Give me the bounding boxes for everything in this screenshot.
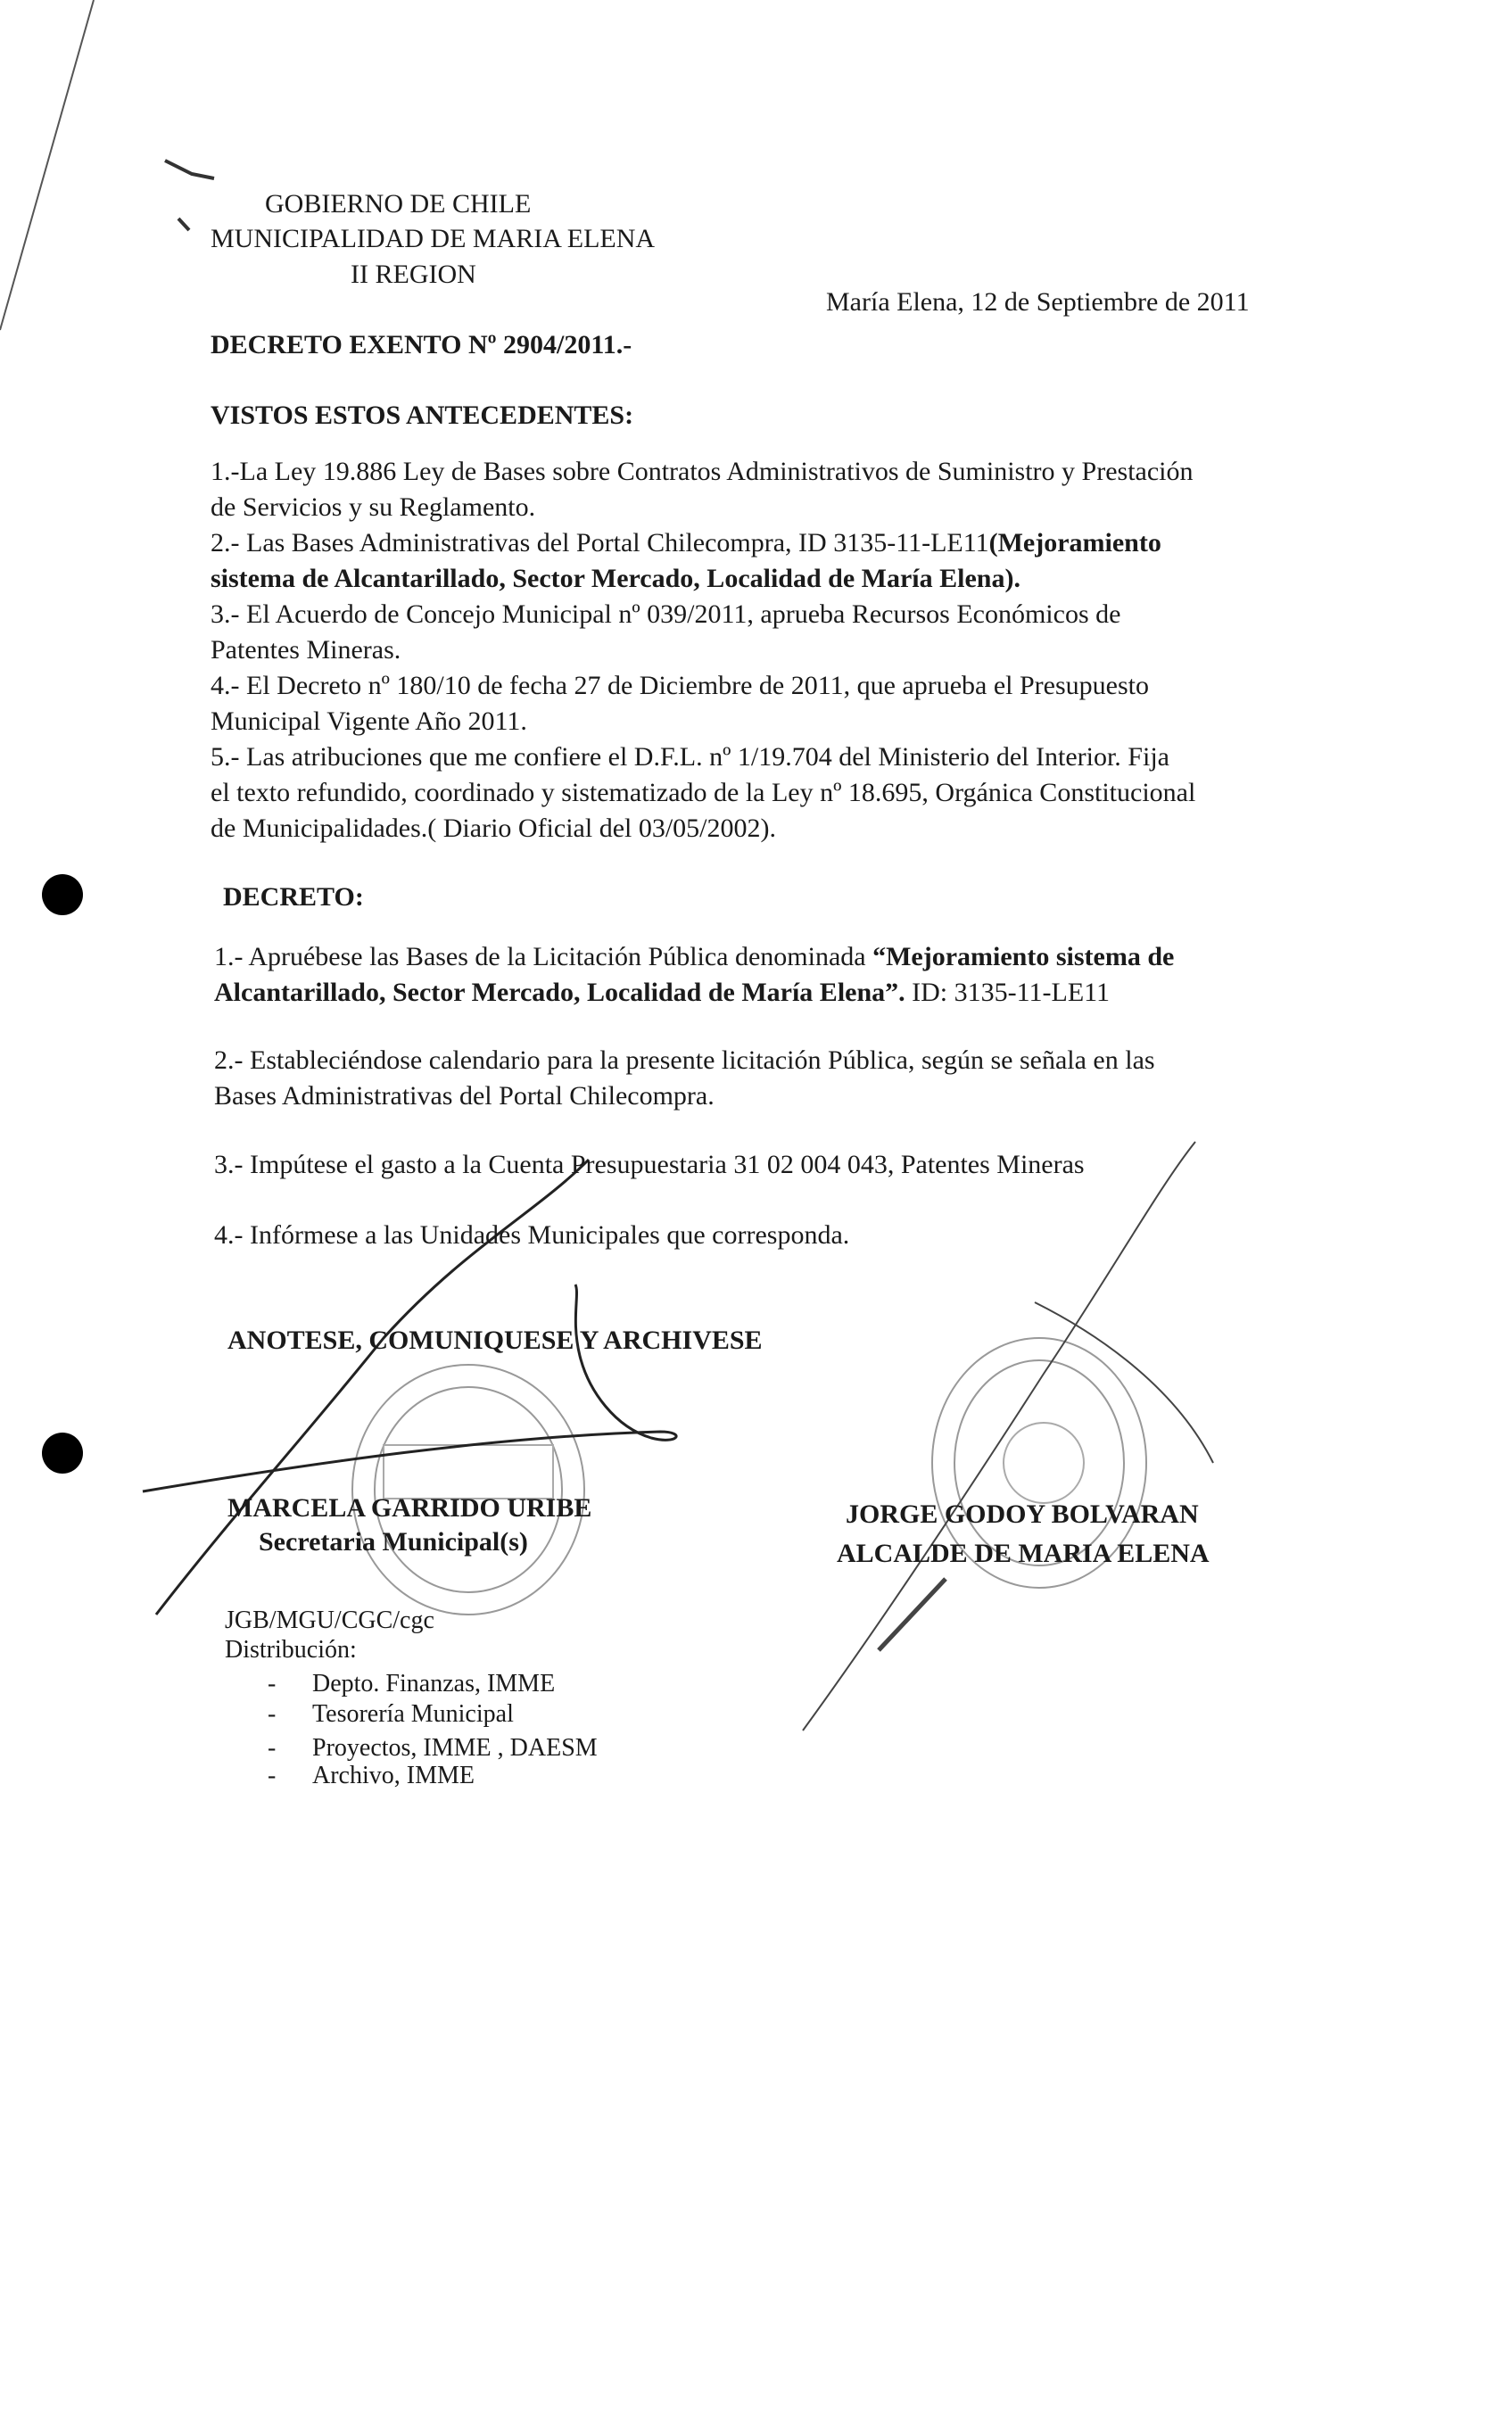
distribution-item-text: Depto. Finanzas, IMME xyxy=(312,1670,556,1697)
vistos-line: 4.- El Decreto nº 180/10 de fecha 27 de Diciembre de 2011, que aprueba el Presupuesto xyxy=(211,671,1149,700)
decreto-item-1-cont xyxy=(214,979,1110,1006)
decreto-item-2: 2.- Estableciéndose calendario para la presente licitación Pública, según se señala en las xyxy=(214,1045,1155,1075)
distribution-item-text: Proyectos, IMME , DAESM xyxy=(312,1734,598,1762)
header-municipality: MUNICIPALIDAD DE MARIA ELENA xyxy=(211,224,656,253)
vistos-line: de Municipalidades.( Diario Oficial del 03/05/2002). xyxy=(211,814,776,843)
punch-hole xyxy=(42,1433,83,1474)
distribution-item-text: Archivo, IMME xyxy=(312,1762,475,1789)
signer-left-title: Secretaria Municipal(s) xyxy=(259,1527,528,1557)
decreto-item-4: 4.- Infórmese a las Unidades Municipales que corresponda. xyxy=(214,1220,850,1250)
distribution-item: - Depto. Finanzas, IMME xyxy=(268,1670,556,1697)
punch-hole xyxy=(42,874,83,915)
distribution-label: Distribución: xyxy=(225,1636,357,1664)
distribution-item: - Proyectos, IMME , DAESM xyxy=(268,1734,598,1762)
signature-right xyxy=(803,1142,1213,1731)
tender-name: “Mejoramiento sistema de xyxy=(872,942,1175,971)
scan-mark xyxy=(165,161,214,178)
decreto-heading: DECRETO: xyxy=(223,882,364,912)
distribution-item: - Archivo, IMME xyxy=(268,1762,475,1789)
vistos-line: el texto refundido, coordinado y sistematizado de la Ley nº 18.695, Orgánica Constitucional xyxy=(211,778,1196,807)
decree-number: DECRETO EXENTO Nº 2904/2011.- xyxy=(211,330,632,359)
vistos-line-bold: (Mejoramiento xyxy=(988,528,1161,558)
vistos-line xyxy=(211,530,1161,557)
tender-name-cont: Alcantarillado, Sector Mercado, Localidad de María Elena”. xyxy=(214,978,905,1007)
header-region: II REGION xyxy=(351,260,476,289)
decreto-item-3: 3.- Impútese el gasto a la Cuenta Presupuestaria 31 02 004 043, Patentes Mineras xyxy=(214,1150,1085,1179)
decreto-item-1 xyxy=(214,944,1174,971)
decreto-item-text: 1.- Apruébese las Bases de la Licitación Pública denominada xyxy=(214,942,873,971)
page-edge-line xyxy=(0,0,94,330)
secretaria-stamp xyxy=(352,1365,584,1615)
header-government: GOBIERNO DE CHILE xyxy=(265,189,532,219)
distribution-item: - Tesorería Municipal xyxy=(268,1700,514,1728)
decreto-item-2-cont: Bases Administrativas del Portal Chilecompra. xyxy=(214,1081,715,1111)
tender-id: ID: 3135-11-LE11 xyxy=(905,978,1111,1007)
vistos-line: 5.- Las atribuciones que me confiere el D.F.L. nº 1/19.704 del Ministerio del Interior. Fija xyxy=(211,742,1169,772)
vistos-line: sistema de Alcantarillado, Sector Mercado, Localidad de María Elena). xyxy=(211,564,1020,593)
closing-formula: ANOTESE, COMUNIQUESE Y ARCHIVESE xyxy=(227,1326,763,1355)
vistos-line: de Servicios y su Reglamento. xyxy=(211,492,536,522)
vistos-line-text: 2.- Las Bases Administrativas del Portal Chilecompra, ID 3135-11-LE11 xyxy=(211,528,989,558)
document-date: María Elena, 12 de Septiembre de 2011 xyxy=(826,287,1250,317)
vistos-line: 1.-La Ley 19.886 Ley de Bases sobre Contratos Administrativos de Suministro y Prestación xyxy=(211,457,1194,486)
initials: JGB/MGU/CGC/cgc xyxy=(225,1607,434,1634)
scan-mark xyxy=(178,219,189,230)
vistos-line: 3.- El Acuerdo de Concejo Municipal nº 039/2011, aprueba Recursos Económicos de xyxy=(211,599,1121,629)
signer-right-title: ALCALDE DE MARIA ELENA xyxy=(837,1539,1210,1568)
vistos-line: Municipal Vigente Año 2011. xyxy=(211,706,527,736)
signer-right-name: JORGE GODOY BOLVARAN xyxy=(846,1499,1199,1529)
signer-left-name: MARCELA GARRIDO URIBE xyxy=(227,1493,592,1523)
vistos-line: Patentes Mineras. xyxy=(211,635,401,665)
vistos-heading: VISTOS ESTOS ANTECEDENTES: xyxy=(211,401,634,430)
distribution-item-text: Tesorería Municipal xyxy=(312,1700,514,1728)
